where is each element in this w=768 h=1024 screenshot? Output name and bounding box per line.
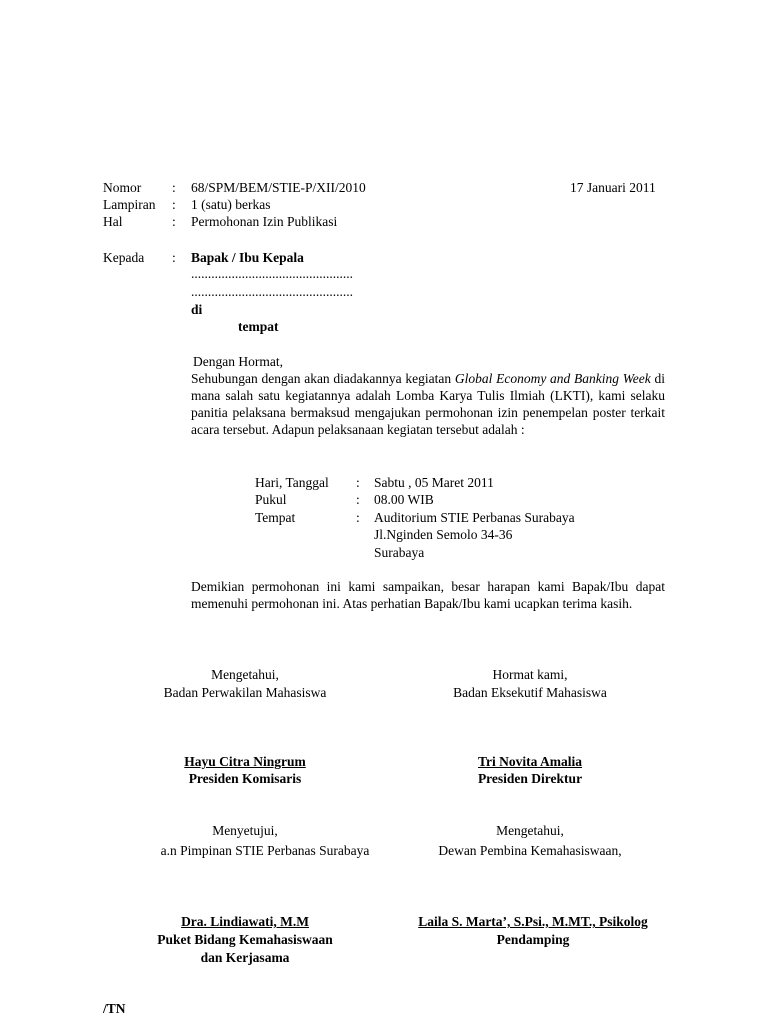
sig-right-bottom-line2: Dewan Pembina Kemahasiswaan, bbox=[438, 843, 622, 858]
recipient-di: di bbox=[191, 302, 203, 317]
sig-left-bottom-title2: dan Kerjasama bbox=[200, 950, 290, 965]
sig-left-top-name-text: Hayu Citra Ningrum bbox=[184, 754, 306, 769]
event-name: Global Economy and Banking Week bbox=[454, 371, 651, 386]
colon: : bbox=[356, 492, 360, 507]
greeting: Dengan Hormat, bbox=[193, 354, 283, 369]
nomor-value: 68/SPM/BEM/STIE-P/XII/2010 bbox=[191, 180, 366, 195]
sig-right-top-line1: Hormat kami, bbox=[492, 667, 568, 682]
detail-place-label: Tempat bbox=[255, 510, 296, 525]
detail-time-label: Pukul bbox=[255, 492, 287, 507]
sig-right-top-name bbox=[385, 753, 675, 770]
sig-left-bottom-line2: a.n Pimpinan STIE Perbanas Surabaya bbox=[160, 843, 370, 858]
sig-left-bottom-line1: Menyetujui, bbox=[212, 823, 278, 838]
detail-time-value: 08.00 WIB bbox=[374, 492, 434, 507]
intro-paragraph bbox=[191, 370, 665, 438]
nomor-label: Nomor bbox=[103, 180, 142, 195]
recipient-dots-2: ................................................ bbox=[191, 284, 353, 299]
detail-day-value: Sabtu , 05 Maret 2011 bbox=[374, 475, 494, 490]
sig-left-top-line2: Badan Perwakilan Mahasiswa bbox=[163, 685, 327, 700]
detail-place-value-3: Surabaya bbox=[374, 545, 425, 560]
intro-text-1: Sehubungan dengan akan diadakannya kegiatan bbox=[191, 371, 455, 386]
detail-day-label: Hari, Tanggal bbox=[255, 475, 329, 490]
detail-place-value-2: Jl.Nginden Semolo 34-36 bbox=[374, 527, 513, 542]
recipient-dots-1: ................................................ bbox=[191, 266, 353, 281]
footer-initials: /TN bbox=[103, 1001, 126, 1016]
sig-left-bottom-name-text: Dra. Lindiawati, M.M bbox=[181, 914, 309, 929]
lampiran-label: Lampiran bbox=[103, 197, 156, 212]
sig-right-bottom-name bbox=[385, 913, 681, 930]
hal-value: Permohonan Izin Publikasi bbox=[191, 214, 338, 229]
sig-right-bottom-name-text: Laila S. Marta’, S.Psi., M.MT., Psikolog bbox=[418, 914, 648, 929]
detail-place-value-1: Auditorium STIE Perbanas Surabaya bbox=[374, 510, 575, 525]
colon: : bbox=[356, 475, 360, 490]
sig-left-top-name bbox=[100, 753, 390, 770]
sig-right-top-name-text: Tri Novita Amalia bbox=[478, 754, 582, 769]
colon: : bbox=[356, 510, 360, 525]
lampiran-value: 1 (satu) berkas bbox=[191, 197, 271, 212]
sig-right-top-line2: Badan Eksekutif Mahasiswa bbox=[453, 685, 607, 700]
colon: : bbox=[172, 250, 176, 265]
sig-left-bottom-title1: Puket Bidang Kemahasiswaan bbox=[157, 932, 333, 947]
intro-text-2: di mana salah satu kegiatannya adalah Lomba Karya Tulis Ilmiah (LKTI), kami selaku panitia pelaksana bermaksud mengajukan permohonan izin penempelan poster terkait acara tersebut. Adapun pelaksanaan kegiatan tersebut adalah : bbox=[191, 371, 665, 437]
colon: : bbox=[172, 214, 176, 229]
recipient-name: Bapak / Ibu Kepala bbox=[191, 250, 304, 265]
colon: : bbox=[172, 180, 176, 195]
kepada-label: Kepada bbox=[103, 250, 145, 265]
sig-left-bottom-name bbox=[100, 913, 390, 930]
sig-right-bottom-line1: Mengetahui, bbox=[496, 823, 564, 838]
colon: : bbox=[172, 197, 176, 212]
closing-paragraph: Demikian permohonan ini kami sampaikan, besar harapan kami Bapak/Ibu dapat memenuhi permohonan ini. Atas perhatian Bapak/Ibu kami ucapkan terima kasih. bbox=[191, 579, 665, 611]
sig-right-bottom-title: Pendamping bbox=[496, 932, 570, 947]
letter-date: 17 Januari 2011 bbox=[570, 180, 656, 195]
recipient-tempat: tempat bbox=[238, 319, 279, 334]
sig-right-top-title: Presiden Direktur bbox=[477, 771, 583, 786]
sig-left-top-line1: Mengetahui, bbox=[211, 667, 279, 682]
sig-left-top-title: Presiden Komisaris bbox=[188, 771, 302, 786]
hal-label: Hal bbox=[103, 214, 123, 229]
